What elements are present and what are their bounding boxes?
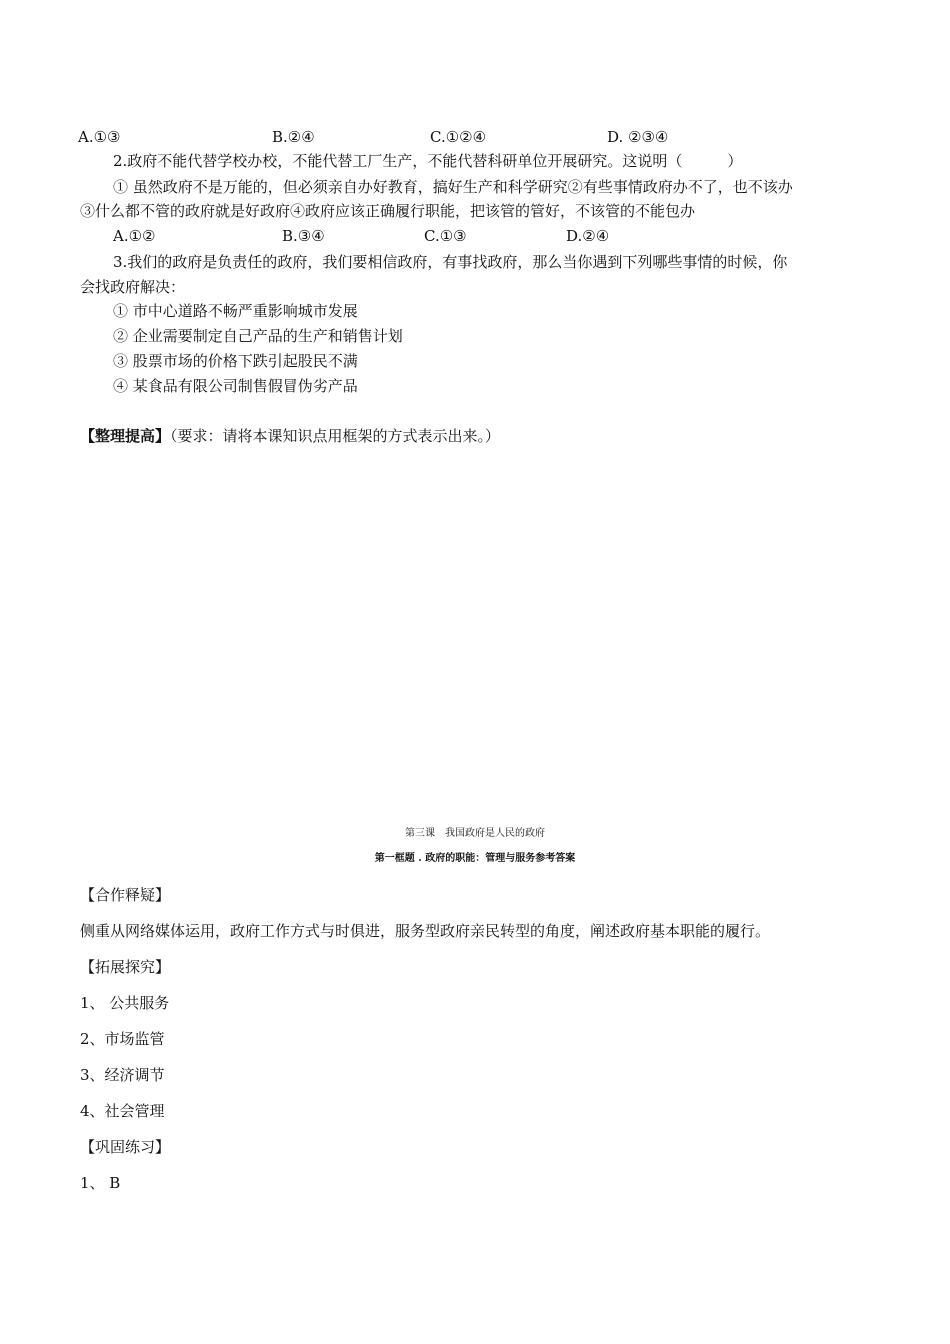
coop-text: 侧重从网络媒体运用，政府工作方式与时俱进，服务型政府亲民转型的角度，阐述政府基本职能的履行。 bbox=[80, 922, 771, 940]
practice-answer-1: 1、 B bbox=[80, 1174, 121, 1192]
coop-heading: 【合作释疑】 bbox=[80, 886, 171, 904]
summary-line bbox=[80, 426, 500, 446]
explore-item-1: 1、 公共服务 bbox=[80, 994, 170, 1012]
q3-stem-line2: 会找政府解决： bbox=[80, 278, 186, 296]
summary-heading: 【整理提高】 bbox=[80, 427, 171, 445]
q1-option-b: B.②④ bbox=[272, 128, 315, 146]
explore-item-3: 3、经济调节 bbox=[80, 1066, 165, 1084]
explore-item-2: 2、市场监管 bbox=[80, 1030, 165, 1048]
section-title: 第一框题 . 政府的职能：管理与服务参考答案 bbox=[374, 853, 576, 864]
q3-item-3: ③ 股票市场的价格下跌引起股民不满 bbox=[113, 352, 358, 370]
summary-note: （要求：请将本课知识点用框架的方式表示出来。） bbox=[170, 427, 501, 445]
q1-option-d: D. ②③④ bbox=[607, 128, 669, 146]
q2-option-d: D.②④ bbox=[566, 227, 610, 245]
q2-option-b: B.③④ bbox=[282, 227, 325, 245]
q2-option-c: C.①③ bbox=[424, 227, 467, 245]
q2-option-a: A.①② bbox=[113, 227, 156, 245]
q3-item-4: ④ 某食品有限公司制售假冒伪劣产品 bbox=[113, 377, 358, 395]
q1-option-c: C.①②④ bbox=[430, 128, 487, 146]
explore-heading: 【拓展探究】 bbox=[80, 958, 171, 976]
q3-stem-line1: 3.我们的政府是负责任的政府，我们要相信政府，有事找政府，那么当你遇到下列哪些事情的时候，你 bbox=[113, 253, 788, 271]
q3-item-1: ① 市中心道路不畅严重影响城市发展 bbox=[113, 302, 358, 320]
q1-option-a: A.①③ bbox=[78, 128, 121, 146]
q2-choices-line1: ① 虽然政府不是万能的，但必须亲自办好教育，搞好生产和科学研究②有些事情政府办不了，也不该办 bbox=[113, 178, 793, 196]
lesson-title: 第三课 我国政府是人民的政府 bbox=[405, 828, 545, 839]
explore-item-4: 4、社会管理 bbox=[80, 1102, 165, 1120]
q2-choices-line2: ③什么都不管的政府就是好政府④政府应该正确履行职能，把该管的管好，不该管的不能包办 bbox=[80, 202, 696, 220]
q2-stem: 2.政府不能代替学校办校，不能代替工厂生产，不能代替科研单位开展研究。这说明（ ） bbox=[113, 152, 743, 170]
practice-heading: 【巩固练习】 bbox=[80, 1138, 171, 1156]
q3-item-2: ② 企业需要制定自己产品的生产和销售计划 bbox=[113, 327, 403, 345]
